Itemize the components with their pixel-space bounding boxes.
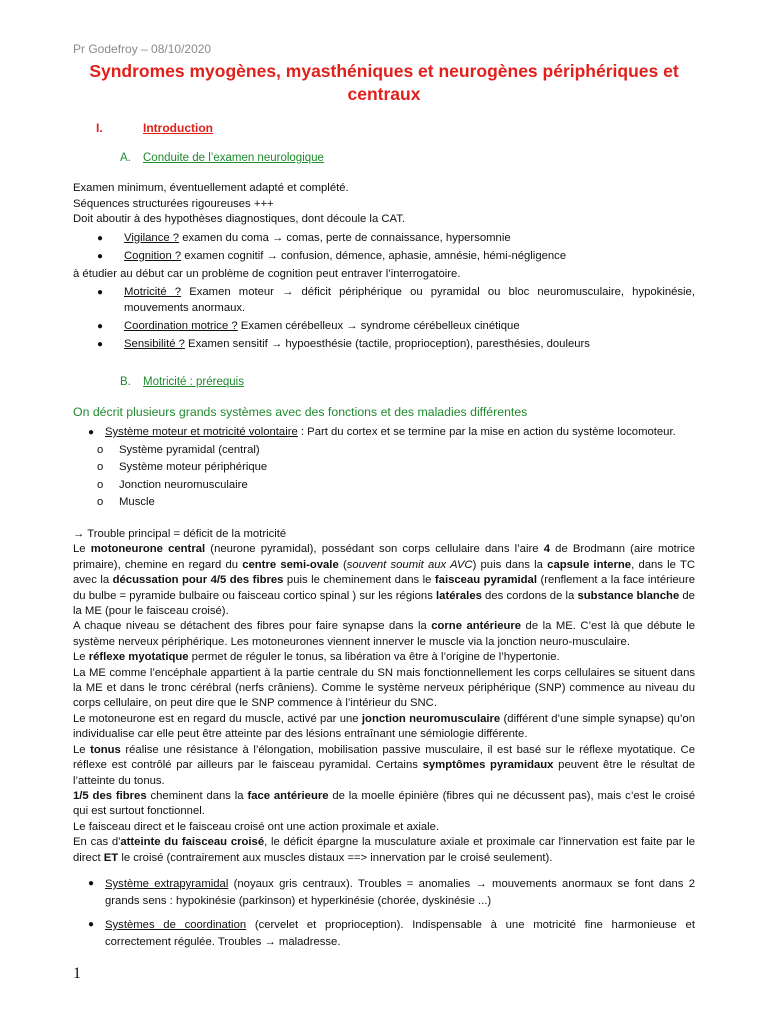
paragraph-jonction: Le motoneurone est en regard du muscle, activé par une jonction neuromusculaire (différent d’une simple synapse) qu’on individualise car elle peut être atteinte par des lésions entraînant une sémiologie différente. <box>73 712 695 741</box>
subitem <box>73 478 695 494</box>
intro-block <box>73 181 695 355</box>
bullet-dot: ● <box>97 250 104 262</box>
cognition-note: à étudier au début car un problème de cognition peut entraver l’interrogatoire. <box>73 267 461 280</box>
bullet-dot: ● <box>97 320 104 332</box>
bullet-systeme-moteur <box>73 425 695 441</box>
subsection-letter: B. <box>120 376 131 388</box>
page-title: Syndromes myogènes, myasthéniques et neurogènes périphériques et centraux <box>89 61 679 104</box>
bullet-term: Système moteur et motricité volontaire <box>105 426 298 438</box>
subitem-text: Muscle <box>119 496 155 508</box>
motricite-body <box>73 527 695 866</box>
bullet-dot: ● <box>97 287 104 298</box>
subitem <box>73 443 695 459</box>
bullet-text: Examen moteur → déficit périphérique ou pyramidal ou bloc neuromusculaire, hypokinésie, mouvements anormaux. <box>124 286 695 314</box>
bullet-text: examen du coma → comas, perte de connaissance, hypersomnie <box>179 231 511 244</box>
subitem-text: Jonction neuromusculaire <box>119 478 248 491</box>
paragraph-corne: A chaque niveau se détachent des fibres pour faire synapse dans la corne antérieure de la ME. C’est là que débute le système nerveux périphérique. Les motoneurones viennent innerver le muscle via la jonction neuro-musculaire. <box>73 620 695 648</box>
section-label: Introduction <box>143 121 213 135</box>
bullet-text: Examen sensitif → hypoesthésie (tactile, proprioception), paresthésies, douleurs <box>184 337 590 350</box>
intro-line: Séquences structurées rigoureuses +++ <box>73 197 274 210</box>
subsection-label: Motricité : prérequis <box>143 376 244 388</box>
section-heading-introduction <box>96 121 213 135</box>
systems-block-2 <box>73 876 695 952</box>
bullet-dot: ● <box>88 919 95 930</box>
bullet-term: Systèmes de coordination <box>105 919 247 931</box>
circle-marker: o <box>97 461 104 473</box>
paragraph-me: La ME comme l’encéphale appartient à la partie centrale du SN mais fonctionnellement les corps cellulaires se situent dans la ME et dans le tronc cérébral (nerfs crâniens). Comme le système nerveux périphérique (SNP) commence au niveau du corps cellulaire, on peut dire que le SNP commence à l’intérieur du SNC. <box>73 666 695 710</box>
bullet-dot: ● <box>97 338 104 350</box>
subsection-letter: A. <box>120 152 131 164</box>
subitem <box>73 460 695 476</box>
section-number: I. <box>96 121 103 135</box>
paragraph-fibres: 1/5 des fibres cheminent dans la face antérieure de la moelle épinière (fibres qui ne décussent pas), mais c’est le croisé qui est surtout fonctionnel. <box>73 789 696 818</box>
subitem-text: Système pyramidal (central) <box>119 443 260 456</box>
circle-marker: o <box>97 443 104 456</box>
intro-line: Examen minimum, éventuellement adapté et complété. <box>73 182 349 194</box>
bullet-text: (noyaux gris centraux). Troubles = anomalies → mouvements anormaux se font dans 2 grands sens : hypokinésie (parkinson) et hyperkinésie (chorée, dyskinésie ...) <box>105 878 696 907</box>
bullet-coordination <box>73 319 695 335</box>
subitem <box>73 495 695 511</box>
bullet-dot: ● <box>97 232 104 244</box>
bullet-term: Vigilance ? <box>124 231 180 244</box>
bullet-text: (cervelet et proprioception). Indispensable à une motricité fine harmonieuse et correctement régulée. Troubles → maladresse. <box>105 919 695 948</box>
page-number: 1 <box>73 965 81 982</box>
circle-marker: o <box>97 496 104 508</box>
bullet-vigilance <box>73 231 695 247</box>
bullet-term: Sensibilité ? <box>124 337 185 350</box>
bullet-cognition <box>73 249 695 265</box>
bullet-term: Cognition ? <box>124 249 182 262</box>
paragraph-motoneurone: Le motoneurone central (neurone pyramidal), possédant son corps cellulaire dans l’aire 4 de Brodmann (aire motrice primaire), chemine en regard du centre semi-ovale (souvent soumit aux AVC) puis dans la capsule interne, dans le TC avec la décussation pour 4/5 des fibres puis le cheminement dans le faisceau pyramidal (renflement a la face intérieure du bulbe = pyramide bulbaire ou faisceau cortico spinal ) sur les régions latérales des cordons de la substance blanche de la ME (pour le faisceau croisé). <box>73 543 696 618</box>
bullet-term: Système extrapyramidal <box>105 878 229 890</box>
bullet-sensibilite <box>73 337 695 353</box>
paragraph-faisceau: Le faisceau direct et le faisceau croisé ont une action proximale et axiale. <box>73 820 440 833</box>
bullet-text: : Part du cortex et se termine par la mise en action du système locomoteur. <box>297 426 676 438</box>
bullet-text: Examen cérébelleux → syndrome cérébelleux cinétique <box>237 319 520 332</box>
bullet-term: Coordination motrice ? <box>124 319 238 332</box>
circle-marker: o <box>97 478 104 491</box>
author-date: Pr Godefroy – 08/10/2020 <box>73 42 212 56</box>
paragraph-tonus: Le tonus réalise une résistance à l’élongation, mobilisation passive musculaire, il est basé sur le réflexe myotatique. Ce réflexe est contrôlé par ailleurs par le faisceau pyramidal. Certains symptômes pyramidaux peuvent être le résultat de l’atteinte du tonus. <box>73 743 695 787</box>
trouble-line: → Trouble principal = déficit de la motricité <box>73 528 287 540</box>
intro-line: Doit aboutir à des hypothèses diagnostiques, dont découle la CAT. <box>73 213 406 225</box>
subitem-text: Système moteur périphérique <box>119 461 268 473</box>
bullet-text: examen cognitif → confusion, démence, aphasie, amnésie, hémi-négligence <box>181 249 567 262</box>
subsection-label: Conduite de l’examen neurologique <box>143 152 324 164</box>
bullet-term: Motricité ? <box>124 286 182 298</box>
bullet-coordination-systemes <box>73 917 695 950</box>
systems-block <box>73 425 695 513</box>
subsection-heading-examen <box>120 152 324 164</box>
bullet-extrapyramidal <box>73 876 695 909</box>
systems-statement: On décrit plusieurs grands systèmes avec des fonctions et des maladies différentes <box>73 405 528 419</box>
paragraph-reflexe: Le réflexe myotatique permet de réguler le tonus, sa libération va être à l’origine de l’hypertonie. <box>73 651 560 664</box>
subsection-heading-motricite <box>120 376 244 388</box>
bullet-dot: ● <box>88 878 95 889</box>
paragraph-atteinte: En cas d'atteinte du faisceau croisé, le déficit épargne la musculature axiale et proximale car l'innervation est faite par le direct ET le croisé (contrairement aux muscles distaux ==> innervation par le croisé seulement). <box>73 836 695 864</box>
bullet-dot: ● <box>88 427 95 438</box>
bullet-motricite <box>73 285 695 316</box>
